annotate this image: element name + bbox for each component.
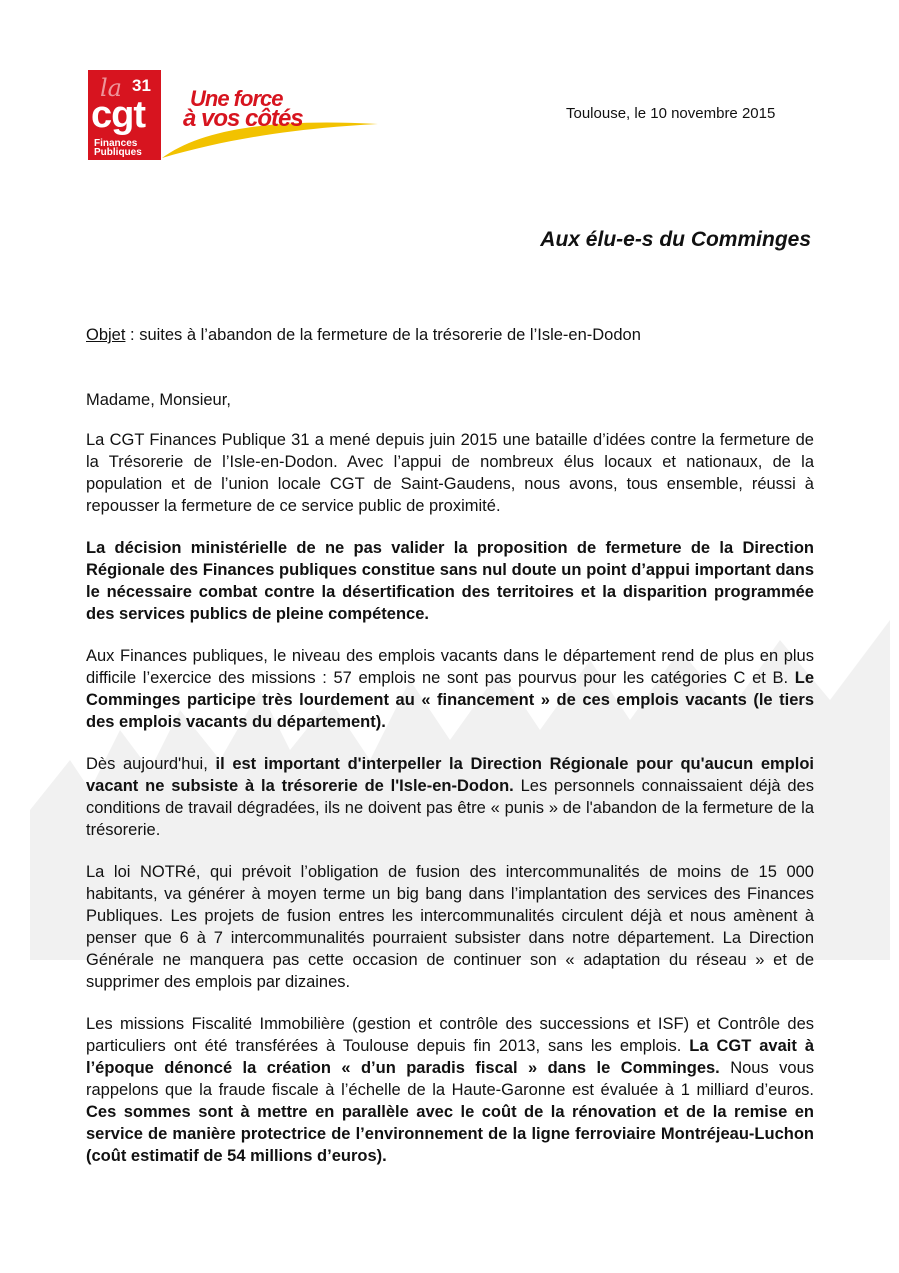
paragraph-6-text-mid: Nous vous rappelons que la fraude fiscale à l’échelle de la Haute-Garonne est évaluée à 1 milliard d’euros.	[86, 1059, 815, 1099]
paragraph-6-bold-2: Ces sommes sont à mettre en parallèle avec le coût de la rénovation et de la remise en service de manière protectrice de l’environnement de la ligne ferroviaire Montréjeau-Luchon (coût estimatif de 54 millions d’euros).	[86, 1103, 814, 1165]
paragraph-5: La loi NOTRé, qui prévoit l’obligation de fusion des intercommunalités de moins de 15 000 habitants, va générer à moyen terme un big bang dans l’implantation des services des Finances Publiques. Les projets de fusion entres les intercommunalités circulent déjà et nous amènent à penser que 6 à 7 intercommunalités pourraient subsister dans notre département. La Direction Générale ne manquera pas cette occasion de continuer son « adaptation du réseau » et de supprimer des emplois par dizaines.	[86, 863, 814, 991]
letter-date: Toulouse, le 10 novembre 2015	[566, 105, 776, 122]
logo-tagline-line1: Une force	[190, 86, 283, 111]
logo-subtitle-line1: Finances	[94, 138, 138, 149]
letter-body	[86, 389, 814, 1187]
paragraph-4	[86, 753, 814, 841]
subject-line	[86, 326, 641, 345]
subject-text: : suites à l’abandon de la fermeture de la trésorerie de l’Isle-en-Dodon	[125, 326, 641, 344]
logo-subtitle-line2: Publiques	[94, 147, 142, 158]
paragraph-6-text-start: Les missions Fiscalité Immobilière (gestion et contrôle des successions et ISF) et Contrôle des particuliers ont été transférées à Toulouse depuis fin 2013, sans les emplois.	[86, 1015, 814, 1055]
paragraph-3	[86, 645, 814, 733]
logo-brand: cgt	[91, 94, 145, 136]
paragraph-2	[86, 537, 814, 625]
subject-label: Objet	[86, 326, 126, 344]
paragraph-2-bold: La décision ministérielle de ne pas valider la proposition de fermeture de la Direction Régionale des Finances publiques constitue sans nul doute un point d’appui important dans le nécessaire combat contre la désertification des territoires et la disparition programmée des services publics de pleine compétence.	[86, 539, 814, 623]
greeting: Madame, Monsieur,	[86, 391, 231, 409]
recipient-heading: Aux élu-e-s du Comminges	[540, 228, 811, 251]
logo-tagline-line2: à vos côtés	[183, 105, 303, 132]
paragraph-3-bold: Le Comminges participe très lourdement au « financement » de ces emplois vacants (le tiers des emplois vacants du département).	[86, 669, 814, 731]
paragraph-4-bold: il est important d'interpeller la Direction Régionale pour qu'aucun emploi vacant ne subsiste à la trésorerie de l'Isle-en-Dodon.	[86, 755, 814, 795]
paragraph-3-text: Aux Finances publiques, le niveau des emplois vacants dans le département rend de plus en plus difficile l’exercice des missions : 57 emplois ne sont pas pourvus pour les catégories C et B.	[86, 647, 814, 687]
logo-subtitle	[94, 139, 142, 157]
logo-la-text: la	[100, 74, 122, 102]
cgt-logo-box	[88, 70, 161, 160]
logo-number: 31	[132, 76, 151, 95]
paragraph-1: La CGT Finances Publique 31 a mené depuis juin 2015 une bataille d’idées contre la fermeture de la Trésorerie de l’Isle-en-Dodon. Avec l’appui de nombreux élus locaux et nationaux, de la population et de l’union locale CGT de Saint-Gaudens, nous avons, tous ensemble, réussi à repousser la fermeture de ce service public de proximité.	[86, 431, 814, 515]
paragraph-6	[86, 1013, 814, 1167]
cgt-logo	[88, 70, 378, 162]
paragraph-6-bold-1: La CGT avait à l’époque dénoncé la création « d’un paradis fiscal » dans le Comminges.	[86, 1037, 814, 1077]
paragraph-4-text-end: Les personnels connaissaient déjà des conditions de travail dégradées, ils ne doivent pas être « punis » de l'abandon de la fermeture de la trésorerie.	[86, 777, 814, 839]
paragraph-4-text-start: Dès aujourd'hui,	[86, 755, 216, 773]
